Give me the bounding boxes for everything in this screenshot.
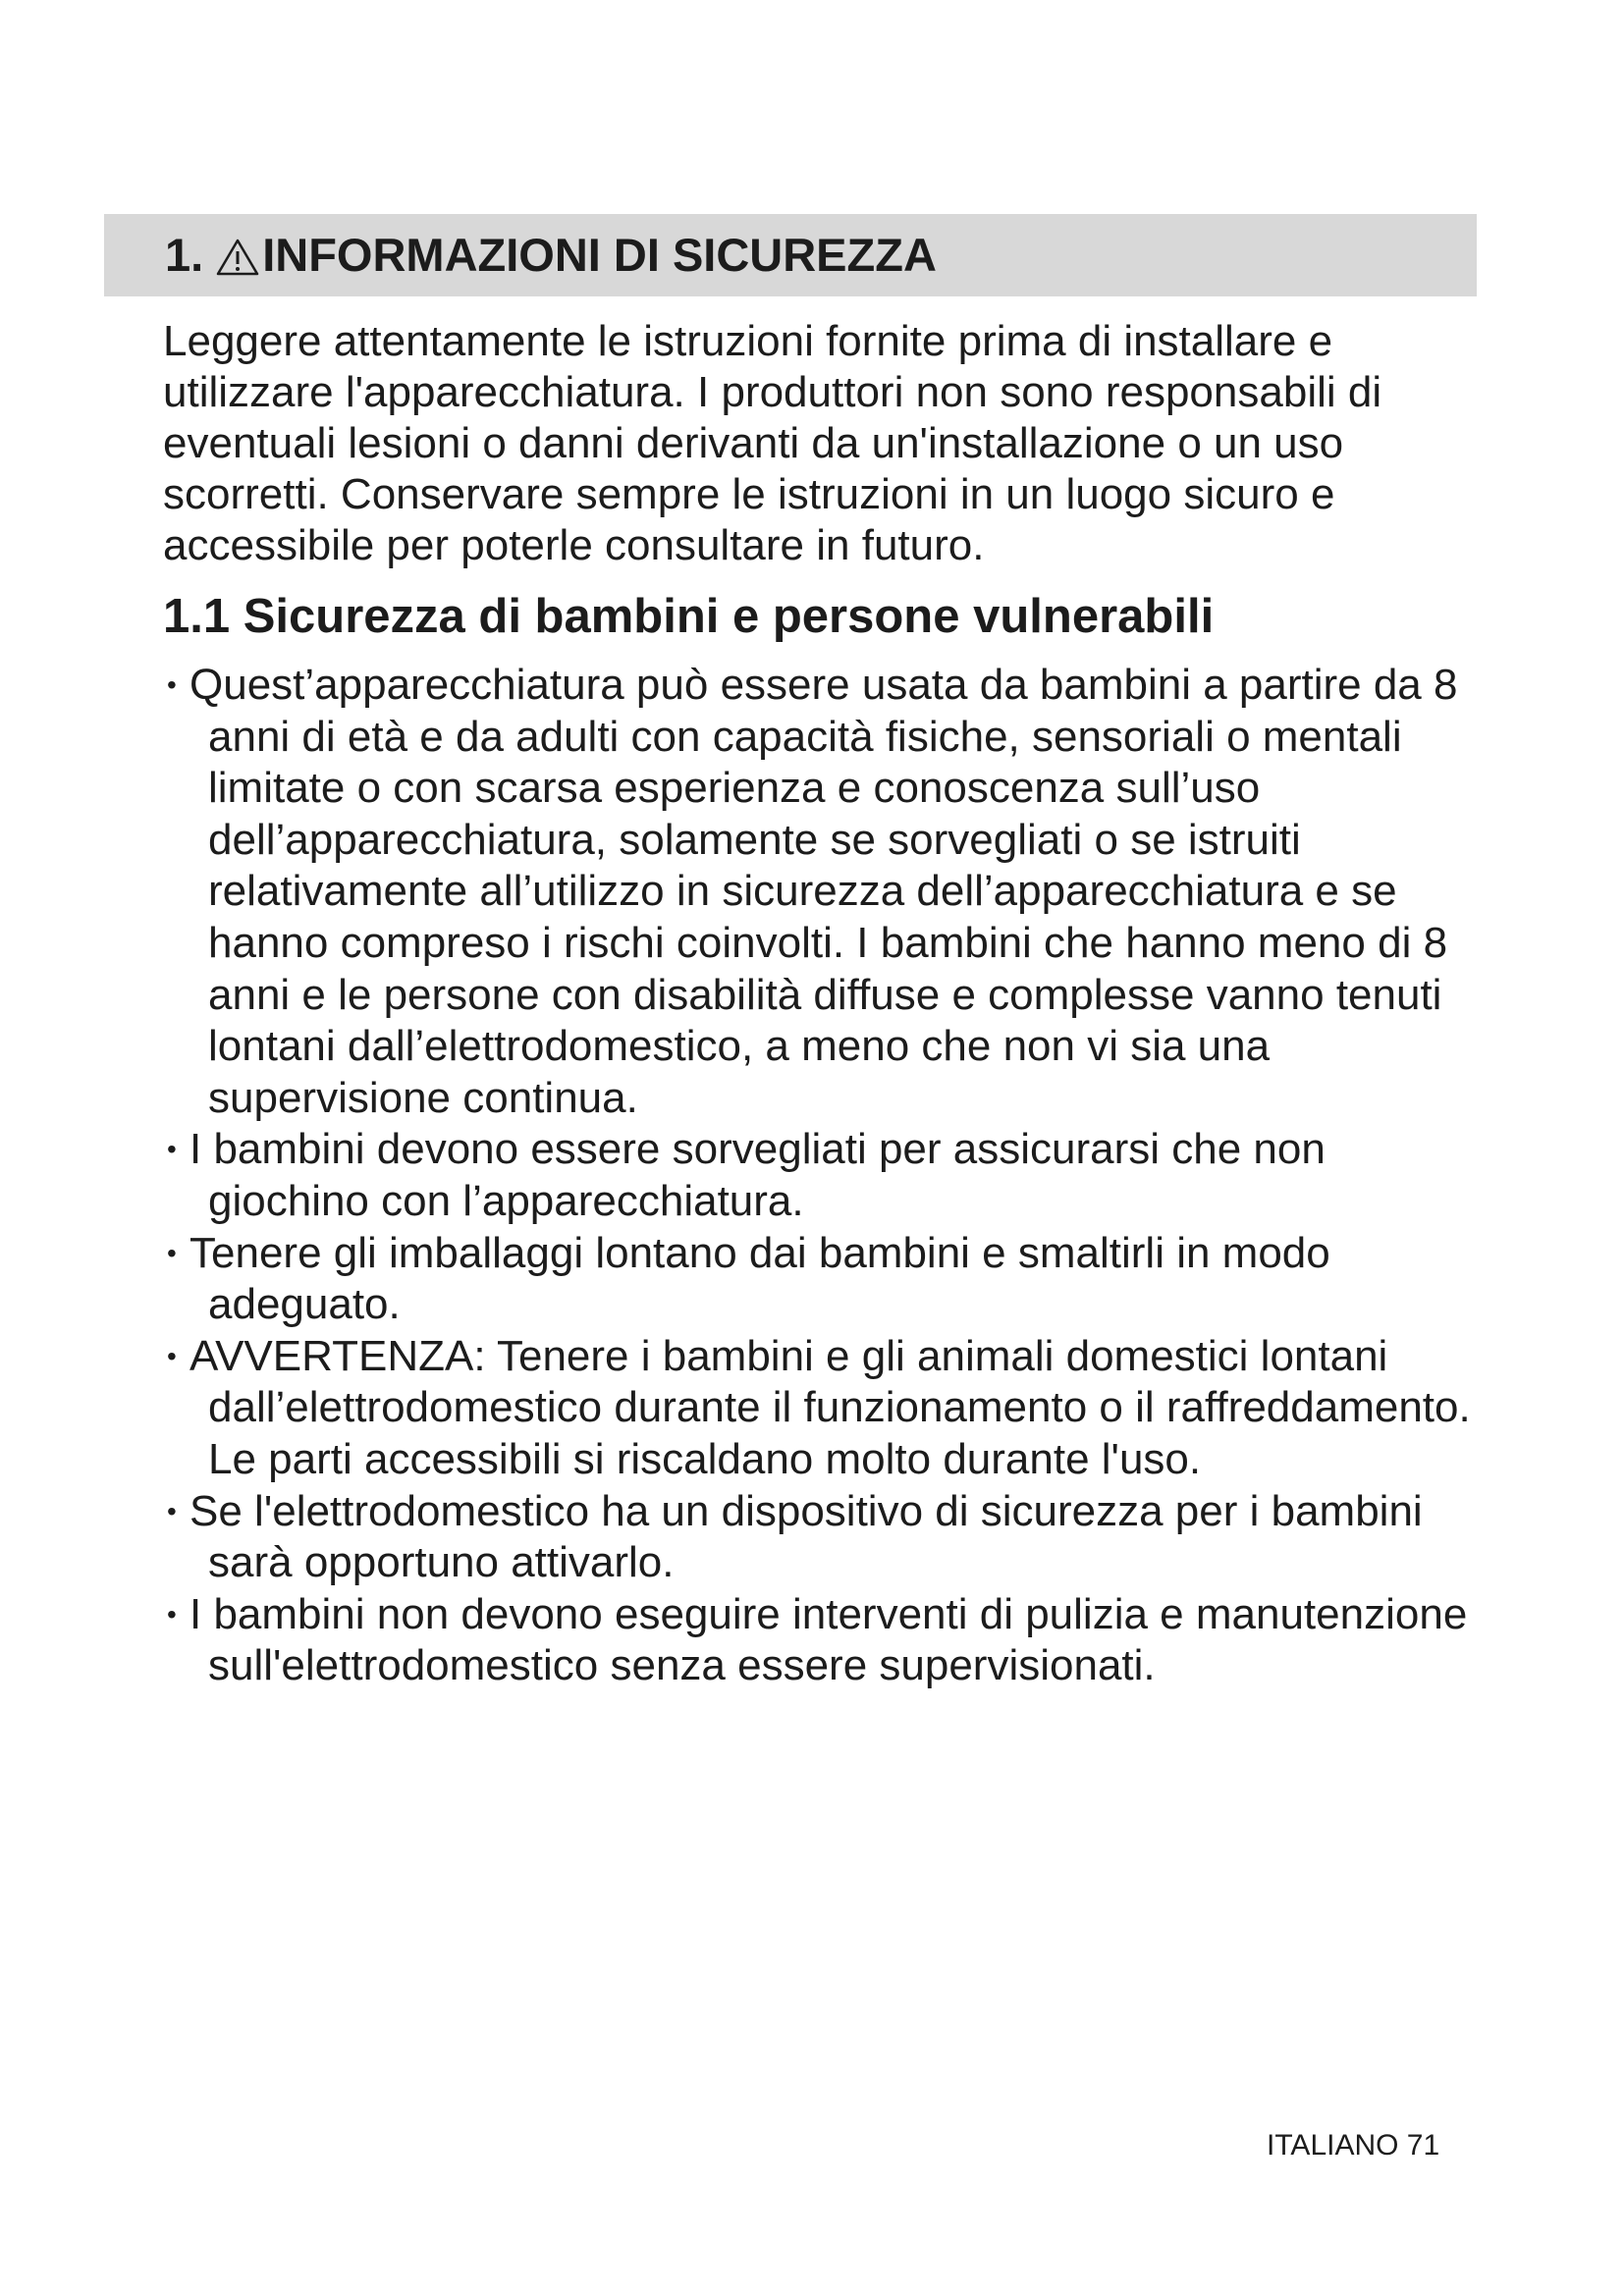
bullet-text: I bambini devono essere sorvegliati per assicurarsi che non giochino con l’apparecchiatura. [189,1125,1326,1225]
bullet-text: AVVERTENZA: Tenere i bambini e gli animali domestici lontani dall’elettrodomestico durante il funzionamento o il raffreddamento. Le parti accessibili si riscaldano molto durante l'uso. [189,1331,1471,1483]
list-item [163,1228,1479,1331]
section-number: 1. [165,229,204,281]
section-header-band [104,214,1477,296]
subsection-title: 1.1 Sicurezza di bambini e persone vulnerabili [163,590,1215,643]
list-item [163,1331,1479,1486]
warning-triangle-icon [215,238,260,277]
section-title [165,228,937,283]
bullet-text: Quest’apparecchiatura può essere usata da bambini a partire da 8 anni di età e da adulti con capacità fisiche, sensoriali o mentali limitate o con scarsa esperienza e conoscenza sull’uso dell’apparecchiatura, solamente se sorvegliati o se istruiti relativamente all’utilizzo in sicurezza dell’apparecchiatura e se hanno compreso i rischi coinvolti. I bambini che hanno meno di 8 anni e le persone con disabilità diffuse e complesse vanno tenuti lontani dall’elettrodomestico, a meno che non vi sia una supervisione continua. [189,661,1458,1122]
bullet-marker: • [167,1495,177,1526]
intro-paragraph: Leggere attentamente le istruzioni fornite prima di installare e utilizzare l'apparecchiatura. I produttori non sono responsabili di eventuali lesioni o danni derivanti da un'installazione o un uso scorretti. Conservare sempre le istruzioni in un luogo sicuro e accessibile per poterle consultare in futuro. [163,317,1382,569]
bullet-text: I bambini non devono eseguire interventi di pulizia e manutenzione sull'elettrodomestico senza essere supervisionati. [189,1589,1468,1690]
page-footer-label: ITALIANO 71 [1267,2129,1440,2162]
list-item [163,660,1479,1124]
bullet-marker: • [167,1134,177,1165]
list-item [163,1124,1479,1227]
list-item [163,1589,1479,1692]
bullet-marker: • [167,669,177,700]
safety-bullet-list [163,660,1479,1692]
bullet-marker: • [167,1237,177,1268]
list-item [163,1486,1479,1589]
bullet-marker: • [167,1340,177,1371]
bullet-text: Se l'elettrodomestico ha un dispositivo di sicurezza per i bambini sarà opportuno attivarlo. [189,1486,1423,1587]
section-title-text: INFORMAZIONI DI SICUREZZA [262,229,937,281]
bullet-text: Tenere gli imballaggi lontano dai bambini e smaltirli in modo adeguato. [189,1228,1330,1329]
bullet-marker: • [167,1598,177,1629]
